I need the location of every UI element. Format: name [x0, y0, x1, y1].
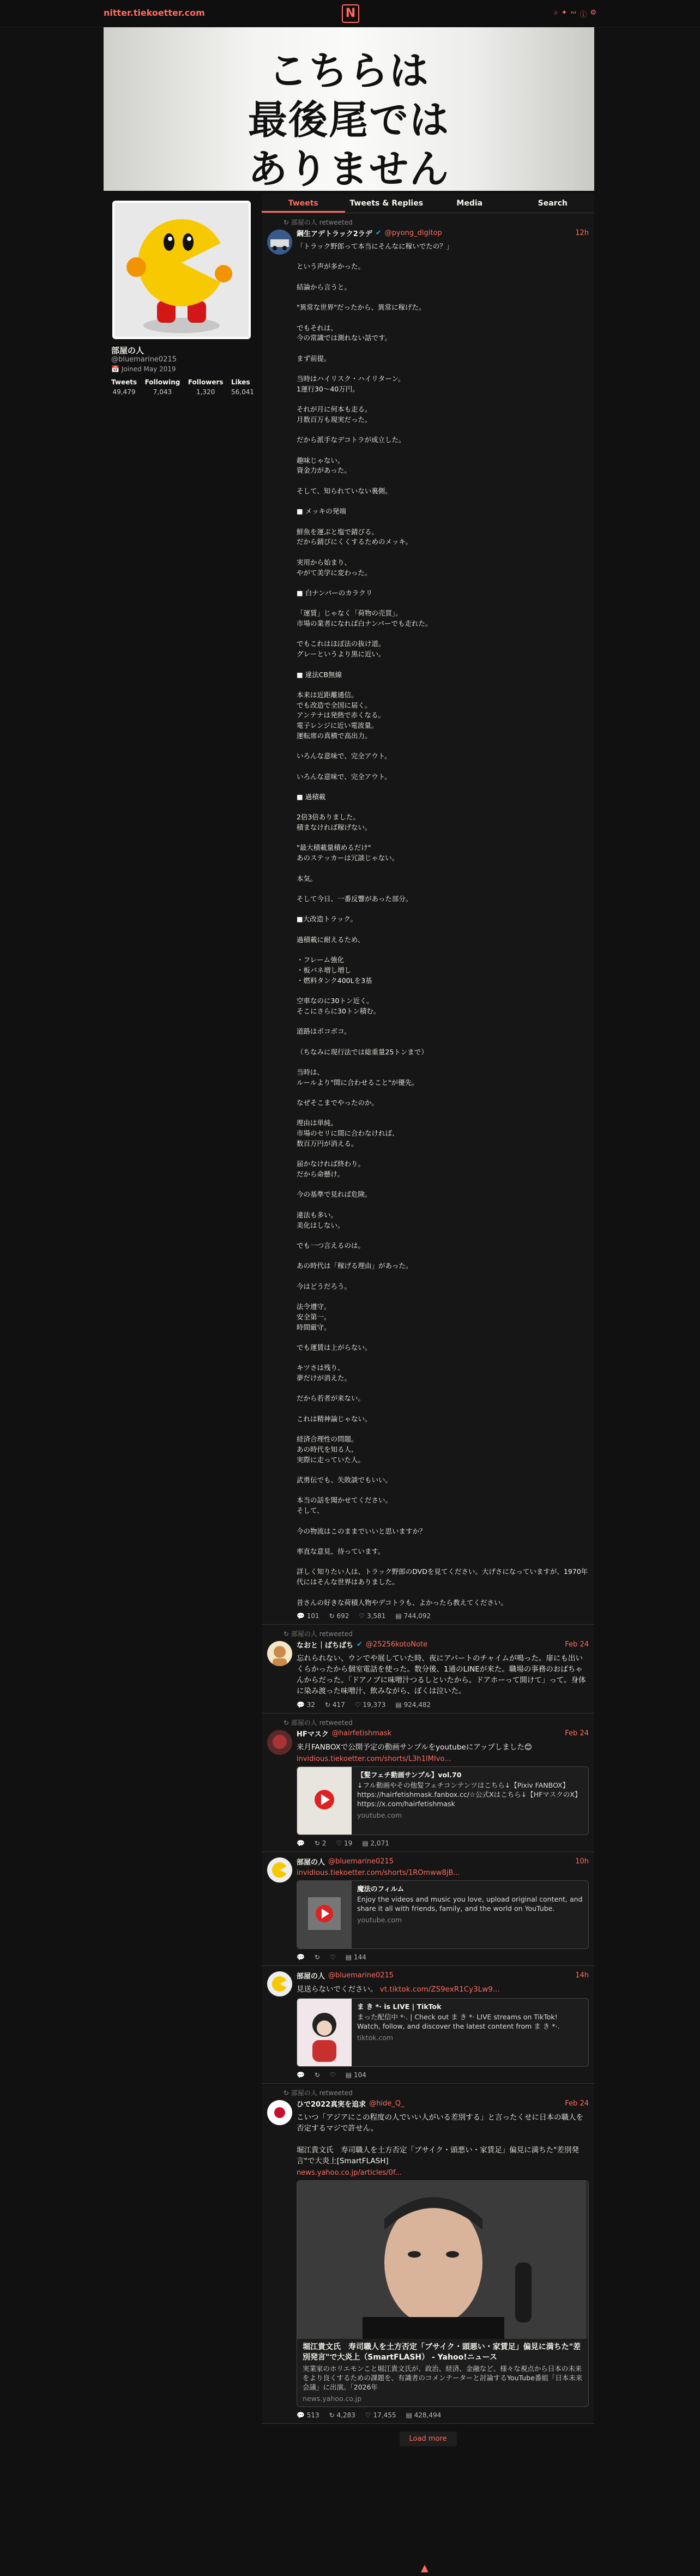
reply-count-value: 101 [306, 1612, 319, 1620]
view-count[interactable] [346, 1953, 366, 1961]
view-count[interactable] [362, 1839, 389, 1847]
profile-stats [111, 378, 254, 396]
retweet-count[interactable] [315, 2071, 320, 2079]
view-count[interactable] [395, 1701, 431, 1709]
tweet-date[interactable]: 10h [575, 1857, 589, 1866]
like-count[interactable] [330, 1953, 336, 1961]
tweet-link[interactable]: invidious.tiekoetter.com/shorts/L3h1lMIvo... [297, 1755, 451, 1764]
banner-text-line: 最後尾では [248, 97, 450, 143]
tweet-stats [297, 1612, 589, 1620]
load-more-button[interactable]: Load more [400, 2432, 457, 2446]
card-title: ま き *· is LIVE | TikTok [357, 2002, 442, 2011]
link-card[interactable] [297, 1998, 589, 2067]
verified-icon: ✔ [375, 229, 382, 237]
tweet-text: 見送らないでください。 [297, 1985, 378, 1994]
card-description: 実業家のホリエモンこと堀江貴文氏が、政治、経済、金融など、様々な視点から日本の未来をより良くするための課題を、有識者のコメンテーターと討論するYouTube番組「日本未来会議」に出演。「2026年 [303, 2364, 583, 2392]
retweet-icon: ↻ [283, 2089, 291, 2097]
comment-icon: 💬 [297, 1701, 307, 1709]
retweet-count[interactable] [329, 2411, 355, 2419]
news-photo-icon [297, 2181, 586, 2339]
retweet-count-value: 692 [336, 1612, 349, 1620]
profile-banner[interactable] [104, 27, 594, 191]
scroll-top-icon[interactable]: ▲ [421, 2562, 429, 2574]
nav-icons [554, 9, 596, 19]
chart-icon: ▤ [362, 1839, 371, 1848]
retweet-text: 部屋の人 retweeted [291, 2089, 353, 2097]
play-icon [297, 1767, 352, 1832]
play-icon [297, 1881, 352, 1946]
chart-icon: ▤ [395, 1612, 404, 1620]
tweet-header [297, 1856, 589, 1867]
retweet-icon: ↻ [283, 1630, 291, 1638]
stat-value: 1,320 [196, 388, 215, 396]
card-title: 魔法のフィルム [357, 1885, 405, 1893]
tweet-fullname[interactable]: ひで2022真実を追求 [297, 2101, 366, 2109]
twitter-icon[interactable]: ✦ [561, 9, 568, 17]
user-avatar-icon [267, 1641, 292, 1666]
reply-count[interactable] [297, 1953, 305, 1961]
site-logo[interactable]: N [342, 4, 359, 23]
tweet-date[interactable]: 12h [575, 229, 589, 237]
retweet-icon: ↻ [325, 1701, 333, 1709]
retweet-icon: ↻ [283, 219, 291, 226]
tweet-fullname[interactable]: HFマスク [297, 1730, 329, 1739]
retweet-text: 部屋の人 retweeted [291, 219, 353, 226]
tweet-avatar[interactable] [267, 1641, 292, 1666]
pacman-figure-icon [114, 203, 249, 337]
tweet-body: こいつ「アジアにこの程度の人でいい人がいる差別する」と言ったくせに日本の職人を否定するマジで許せん。 堀江貴文氏 寿司職人を土方否定「ブサイク・頭悪い・家賃足」偏見に満ちた"差別発言"で大炎上[SmartFLASH] [297, 2113, 583, 2166]
tweet[interactable] [262, 1714, 594, 1852]
retweet-count[interactable] [315, 1839, 327, 1847]
search-icon[interactable]: ⌕ [554, 9, 558, 17]
timeline-tabs [262, 194, 594, 213]
tweet[interactable] [262, 1852, 594, 1966]
stat-likes[interactable] [231, 378, 254, 396]
tweet[interactable] [262, 213, 594, 1625]
person-photo-icon [297, 1999, 352, 2064]
site-name-link[interactable]: nitter.tiekoetter.com [104, 8, 205, 18]
like-count[interactable] [355, 1701, 386, 1709]
retweet-count[interactable] [329, 1612, 349, 1620]
card-description: Enjoy the videos and music you love, upload original content, and share it all with friends, family, and the world on YouTube. [357, 1895, 583, 1913]
retweet-count-value: 2 [322, 1839, 327, 1848]
stat-following[interactable] [145, 378, 180, 396]
card-description: まった配信中 *·. | Check out ま き *· LIVE streams on TikTok! Watch, follow, and discover the latest content from ま き *·. [357, 2013, 560, 2031]
profile-card [109, 196, 256, 396]
heart-icon: ♡ [330, 1953, 336, 1962]
reply-count-value: 32 [306, 1701, 316, 1709]
card-image [297, 2181, 588, 2339]
reply-count[interactable] [297, 1839, 305, 1847]
retweet-count-value: 417 [332, 1701, 345, 1709]
like-count-value: 19 [344, 1839, 353, 1848]
tweet-body: 「トラック野郎って本当にそんなに稼いでたの？」 という声が多かった。 結論から言うと。 "異常な世界"だったから、異常に稼げた。 でもそれは、 今の常識では測れない話です。 まず前提。 当時はハイリスク・ハイリターン。 1運行30〜40万円。 それが月に何本も走る。 月数百万も現実だった。 だから派手なデコトラが成立した。 趣味じゃない。 資金力があった。 そして、知られていない裏側。 ■ メッキの発端 鮮魚を運ぶと塩で錆びる。 だから錆びにくくするためのメッキ。 実用から始まり、 やがて美学に変わった。 ■ 白ナンバーのカラクリ 「運賃」じゃなく「荷物の売買」。 市場の業者になれば白ナンバーでも走れた。 でもこれはほぼ法の抜け道。 グレーというより黒に近い。 ■ 違法CB無線 本来は近距離通信。 でも改造で全国に届く。 アンテナは発熱で赤くなる。 電子レンジに近い電波量。 運転席の真横で高出力。 いろんな意味で、完全アウト。 いろんな意味で、完全アウト。 ■ 過積載 2倍3倍ありました。 積まなければ稼げない。 "最大積載量積めるだけ" あのステッカーは冗談じゃない。 本気。 そして今日、一番反響があった部分。 ■大改造トラック。 過積載に耐えるため、 ・フレーム強化 ・板バネ増し増し ・燃料タンク400Lを3基 空車なのに30トン近く。 そこにさらに30トン積む。 道路はボコボコ。 （ちなみに現行法では総重量25トンまで） 当時は、 ルールより"間に合わせること"が優先。 なぜそこまでやったのか。 理由は単純。 市場のセリに間に合わなければ、 数百万円が消える。 届かなければ終わり。 だから命懸け。 今の基準で見れば危険。 違法も多い。 美化はしない。 でも一つ言えるのは。 あの時代は「稼げる理由」があった。 今はどうだろう。 法令遵守。 安全第一。 時間厳守。 でも運賃は上がらない。 キツさは残り、 夢だけが消えた。 だから若者が来ない。 これは精神論じゃない。 経済合理性の問題。 あの時代を知る人、 実際に走っていた人。 武勇伝でも、失敗談でもいい。 本当の話を聞かせてください。 そして、 今の物流はこのままでいいと思いますか？ 率直な意見、待っています。 詳しく知りたい人は、トラック野郎のDVDを見てください。大げさになっていますが、1970年代にはそんな世界はありました。 昔さんの好きな荷積人物やデコトラも、よかったら教えてください。 [297, 242, 588, 1607]
view-count[interactable] [395, 1612, 431, 1620]
like-count-value: 17,455 [373, 2411, 396, 2420]
tweet-date[interactable]: 14h [575, 1971, 589, 1980]
chart-icon: ▤ [345, 1953, 354, 1962]
tweet-stats [297, 1953, 589, 1961]
navbar [0, 0, 700, 27]
view-count[interactable] [346, 2071, 366, 2079]
tweet-fullname[interactable]: なおと｜ばちばち [297, 1642, 354, 1650]
tweet-link[interactable]: invidious.tiekoetter.com/shorts/1ROmww8jB... [297, 1869, 460, 1878]
like-count[interactable] [365, 2411, 396, 2419]
like-count[interactable] [330, 2071, 336, 2079]
retweet-icon: ↻ [329, 1612, 337, 1620]
tweet-username[interactable]: @pyong_digitop [384, 229, 442, 237]
stat-label: Following [144, 378, 180, 386]
link-card[interactable] [297, 1766, 589, 1835]
view-count-value: 744,092 [403, 1612, 431, 1620]
pacman-avatar-icon [267, 1971, 292, 1996]
retweet-text: 部屋の人 retweeted [291, 1719, 353, 1727]
tweet[interactable] [262, 1966, 594, 2084]
tweet-stats [297, 1839, 589, 1847]
retweet-icon: ↻ [314, 1839, 322, 1848]
retweet-count-value: 4,283 [336, 2411, 355, 2420]
banner-text-line: ありません [248, 146, 450, 191]
rss-icon[interactable]: ∾ [570, 9, 577, 17]
tweet-date[interactable]: Feb 24 [565, 1729, 589, 1738]
retweet-header [283, 218, 589, 227]
tweet-date[interactable]: Feb 24 [565, 1640, 589, 1649]
load-more-container [262, 2424, 594, 2454]
tweet-avatar[interactable] [267, 1971, 292, 1996]
link-card[interactable] [297, 1880, 589, 1949]
card-thumbnail [297, 1881, 352, 1948]
retweet-header [283, 1629, 589, 1638]
verified-icon: ✔ [357, 1640, 363, 1649]
timeline [262, 194, 594, 2454]
tweet-link[interactable]: news.yahoo.co.jp/articles/0f... [297, 2169, 402, 2177]
tweet-stats [297, 1701, 589, 1709]
tweet-header [297, 2098, 589, 2109]
tweet[interactable] [262, 1625, 594, 1714]
comment-icon: 💬 [297, 1953, 305, 1962]
stat-label: Likes [231, 378, 250, 386]
stat-followers[interactable] [188, 378, 224, 396]
reply-count[interactable] [297, 1701, 315, 1709]
retweet-count[interactable] [325, 1701, 345, 1709]
joined-text: Joined May 2019 [121, 365, 176, 373]
mask-avatar-icon [267, 1730, 292, 1755]
link-card[interactable] [297, 2180, 589, 2407]
gear-icon[interactable]: ⚙ [590, 9, 596, 17]
profile-joined [111, 365, 176, 373]
info-icon[interactable]: ⓘ [580, 11, 587, 19]
tweet-body: 忘れられない、ウンでや展していた時、夜にアパートのチャイムが鳴った。扉にも出いくらかったから個室電話を使った。数分後、1通のLINEが来た。職場の事務のおばちゃんからだった。「ドアノブに味噌汁つるしといたから。ドアホーって開けて」って。身体に染み渡った味噌汁、飲みながら、ぼくは泣いた。 [297, 1654, 586, 1696]
card-destination: tiktok.com [357, 2034, 394, 2042]
chart-icon: ▤ [406, 2411, 414, 2420]
tweet-header [297, 1639, 589, 1650]
tweet-username[interactable]: @25256kotoNote [365, 1640, 428, 1649]
tweet-fullname[interactable]: 鋼生アデトラック2ラデ [297, 230, 372, 238]
tweet-stats [297, 2071, 589, 2079]
tweet-avatar[interactable] [267, 2100, 292, 2125]
retweet-icon: ↻ [329, 2411, 337, 2420]
tweet-link[interactable]: vt.tiktok.com/ZS9exR1Cy3Lw9... [379, 1985, 500, 1994]
view-count-value: 924,482 [403, 1701, 431, 1709]
calendar-icon: 📅 [111, 365, 122, 373]
retweet-count[interactable] [315, 1953, 320, 1961]
like-count[interactable] [359, 1612, 385, 1620]
card-thumbnail [297, 1767, 352, 1835]
retweet-icon: ↻ [314, 2071, 321, 2079]
pacman-avatar-icon [267, 1857, 292, 1883]
tweet-username[interactable]: @bluemarine0215 [328, 1971, 394, 1980]
tab-search[interactable]: Search [538, 199, 568, 208]
view-count-value: 144 [353, 1953, 366, 1962]
like-count-value: 19,373 [363, 1701, 386, 1709]
like-count[interactable] [336, 1839, 352, 1847]
retweet-header [283, 1718, 589, 1727]
card-title: 堀江貴文氏 寿司職人を土方否定「ブサイク・頭悪い・家賃足」偏見に満ちた"差別発言"で大炎上（SmartFLASH） - Yahoo!ニュース [303, 2343, 581, 2362]
tweet-header [297, 1728, 589, 1739]
tab-media[interactable]: Media [456, 199, 483, 208]
chart-icon: ▤ [345, 2071, 354, 2079]
profile-name: 部屋の人 [111, 346, 144, 355]
stat-tweets[interactable] [111, 378, 137, 396]
profile-handle[interactable]: @bluemarine0215 [111, 355, 177, 364]
view-count-value: 428,494 [414, 2411, 442, 2420]
comment-icon: 💬 [297, 2411, 307, 2420]
stat-value: 49,479 [112, 388, 136, 396]
flag-avatar-icon [267, 2100, 292, 2125]
tweet-stats [297, 2411, 589, 2419]
tweet-body [297, 1984, 589, 1995]
truck-avatar-icon [267, 230, 292, 255]
tweet-fullname[interactable]: 部屋の人 [297, 1972, 325, 1981]
heart-icon: ♡ [336, 1839, 345, 1848]
stat-label: Tweets [111, 378, 137, 386]
tweet-header [297, 1970, 589, 1981]
tweet-avatar[interactable] [267, 1857, 292, 1883]
banner-text-line: こちらは [268, 48, 430, 94]
view-count[interactable] [406, 2411, 441, 2419]
tweet-username[interactable]: @bluemarine0215 [328, 1857, 394, 1866]
tab-tweets-replies[interactable]: Tweets & Replies [349, 199, 424, 208]
comment-icon: 💬 [297, 2071, 305, 2079]
comment-icon: 💬 [297, 1612, 307, 1620]
profile-avatar[interactable] [112, 201, 251, 339]
heart-icon: ♡ [365, 2411, 373, 2420]
tab-tweets[interactable]: Tweets [262, 194, 345, 213]
card-destination: youtube.com [357, 1811, 402, 1820]
tweet-avatar[interactable] [267, 230, 292, 255]
tweet-header [297, 228, 589, 238]
card-destination: news.yahoo.co.jp [303, 2394, 362, 2403]
retweet-text: 部屋の人 retweeted [291, 1630, 353, 1638]
tweet-date[interactable]: Feb 24 [565, 2100, 589, 2108]
tweet-avatar[interactable] [267, 1730, 292, 1755]
reply-count[interactable] [297, 1612, 319, 1620]
tweet-body: 来月FANBOXで公開予定の動画サンプルをyoutubeにアップしました😊 [297, 1743, 532, 1752]
tweet-username[interactable]: @hairfetishmask [331, 1729, 392, 1738]
stat-value: 56,041 [231, 388, 254, 396]
card-thumbnail [297, 1999, 352, 2066]
like-count-value: 3,581 [367, 1612, 386, 1620]
view-count-value: 2,071 [370, 1839, 389, 1848]
retweet-icon: ↻ [283, 1719, 291, 1727]
card-destination: youtube.com [357, 1916, 402, 1925]
tweet-username[interactable]: @hide_Q_ [369, 2100, 405, 2108]
reply-count-value: 513 [306, 2411, 319, 2420]
retweet-header [283, 2088, 589, 2097]
card-description: ↓フル動画やその他髪フェチコンテンツはこちら↓【Pixiv FANBOX】https://hairfetishmask.fanbox.cc/☆公式Xはこちら↓【HFマスクのX】https://x.com/hairfetishmask [357, 1781, 582, 1808]
reply-count[interactable] [297, 2071, 305, 2079]
heart-icon: ♡ [330, 2071, 336, 2079]
heart-icon: ♡ [354, 1701, 363, 1709]
stat-value: 7,043 [153, 388, 172, 396]
heart-icon: ♡ [359, 1612, 367, 1620]
tweet[interactable] [262, 2084, 594, 2424]
chart-icon: ▤ [395, 1701, 404, 1709]
stat-label: Followers [188, 378, 224, 386]
comment-icon: 💬 [297, 1839, 305, 1848]
view-count-value: 104 [353, 2071, 366, 2079]
retweet-icon: ↻ [314, 1953, 321, 1962]
tweet-fullname[interactable]: 部屋の人 [297, 1859, 325, 1867]
reply-count[interactable] [297, 2411, 319, 2419]
card-title: 【髪フェチ動画サンプル】vol.70 [357, 1771, 462, 1779]
